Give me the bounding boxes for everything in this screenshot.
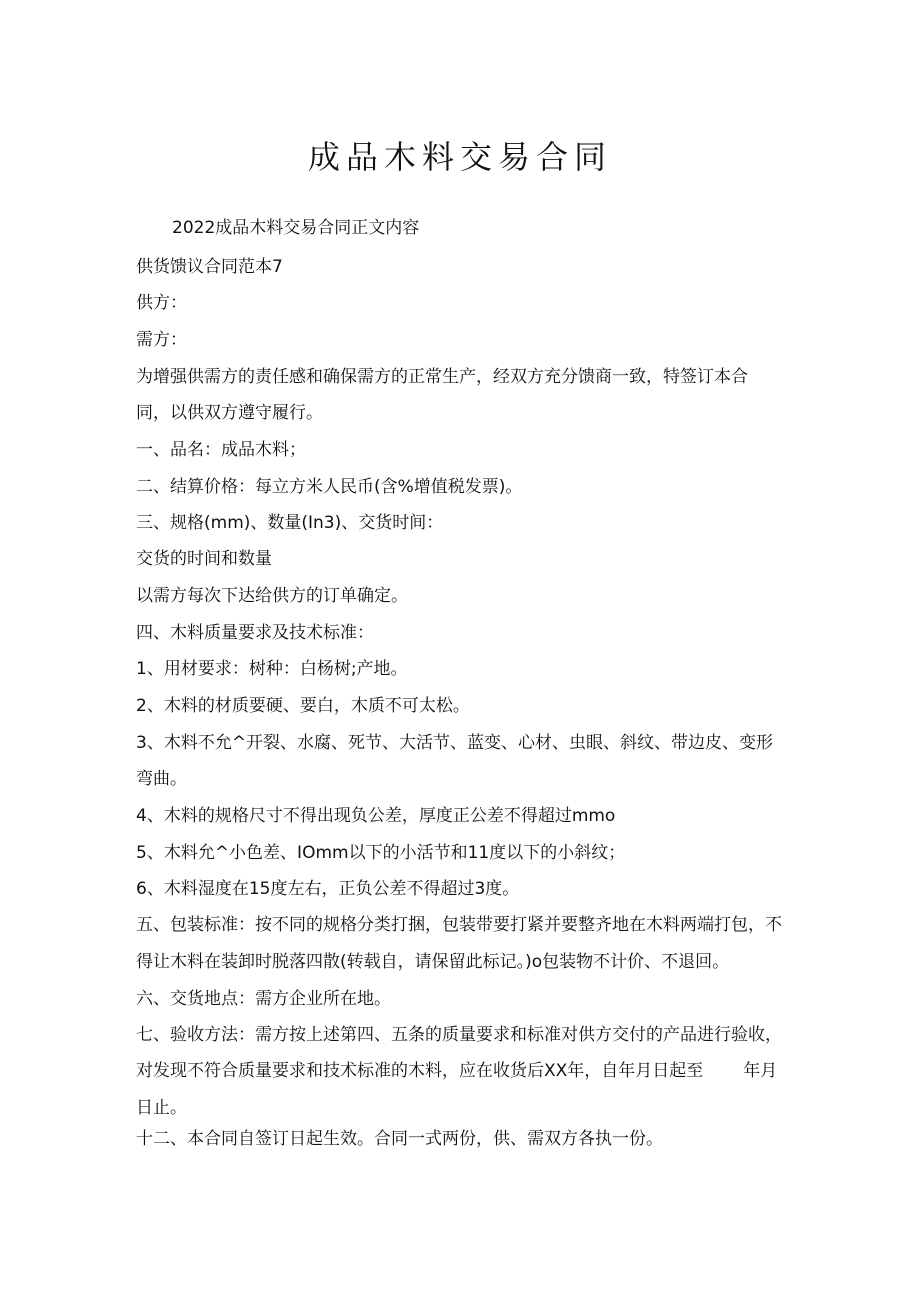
text-line: 二、结算价格：每立方米人民币(含%增值税发票)。 xyxy=(136,477,523,497)
text-line: 2、木料的材质要硬、要白，木质不可太松。 xyxy=(136,696,470,716)
text-line: 十二、本合同自签订日起生效。合同一式两份，供、需双方各执一份。 xyxy=(136,1129,663,1149)
text-line: 五、包装标准：按不同的规格分类打捆，包装带要打紧并要整齐地在木料两端打包，不 xyxy=(136,915,782,935)
text-line: 一、品名：成品木料； xyxy=(136,440,306,460)
text-line xyxy=(136,1060,777,1082)
document-subtitle: 2022成品木料交易合同正文内容 xyxy=(172,218,420,238)
text-line: 六、交货地点：需方企业所在地。 xyxy=(136,989,391,1009)
text-line: 6、木料湿度在15度左右，正负公差不得超过3度。 xyxy=(136,879,520,899)
text-line-part: 对发现不符合质量要求和技术标准的木料，应在收货后XX年，自年月日起至 xyxy=(136,1061,704,1081)
text-line: 为增强供需方的责任感和确保需方的正常生产，经双方充分馈商一致，特签订本合 xyxy=(136,367,748,387)
text-line: 交货的时间和数量 xyxy=(136,549,272,569)
text-line: 3、木料不允^开裂、水腐、死节、大活节、蓝变、心材、虫眼、斜纹、带边皮、变形 xyxy=(136,733,774,753)
document-title: 成品木料交易合同 xyxy=(307,138,612,176)
text-line: 日止。 xyxy=(136,1098,187,1118)
text-line: 三、规格(mm)、数量(In3)、交货时间： xyxy=(136,513,444,533)
text-line: 供方： xyxy=(136,293,187,313)
text-line: 以需方每次下达给供方的订单确定。 xyxy=(136,586,408,606)
text-line: 5、木料允^小色差、IOmm以下的小活节和11度以下的小斜纹； xyxy=(136,843,626,863)
text-line-part: 年月 xyxy=(743,1061,778,1081)
text-line: 同，以供双方遵守履行。 xyxy=(136,403,323,423)
text-line: 需方： xyxy=(136,330,187,350)
text-line: 1、用材要求：树种：白杨树;产地。 xyxy=(136,659,408,679)
text-line: 七、验收方法：需方按上述第四、五条的质量要求和标准对供方交付的产品进行验收， xyxy=(136,1025,782,1045)
text-line: 弯曲。 xyxy=(136,769,187,789)
text-line: 供货馈议合同范本7 xyxy=(136,257,283,277)
text-line: 4、木料的规格尺寸不得出现负公差，厚度正公差不得超过mmo xyxy=(136,806,616,826)
text-line: 得让木料在装卸时脱落四散(转载自，请保留此标记。)o包装物不计价、不退回。 xyxy=(136,952,730,972)
text-line: 四、木料质量要求及技术标准： xyxy=(136,623,374,643)
